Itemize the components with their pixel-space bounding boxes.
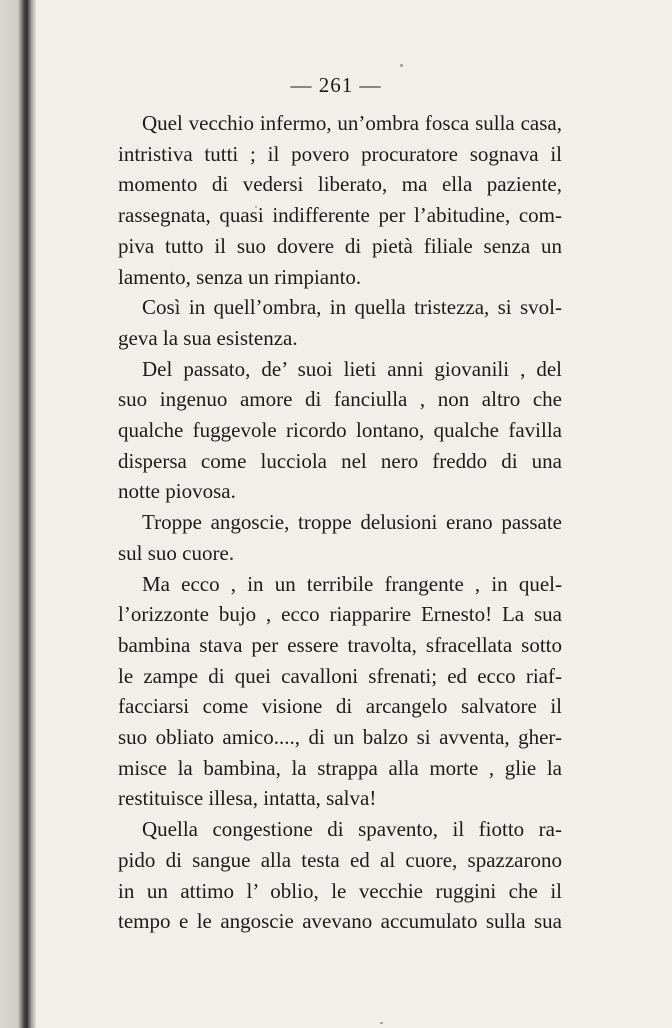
paragraph xyxy=(118,814,562,937)
paragraph xyxy=(118,507,562,568)
text-line: sul suo cuore. xyxy=(118,540,235,565)
text-line: geva la sua esistenza. xyxy=(118,325,298,350)
paragraph xyxy=(118,292,562,353)
text-line: l’orizzonte bujo , ecco riapparire Ernesto! La sua xyxy=(118,602,562,627)
text-line: suo ingenuo amore di fanciulla , non altro che xyxy=(118,387,562,412)
text-line: restituisce illesa, intatta, salva! xyxy=(118,786,377,811)
text-line: Quel vecchio infermo, un’ombra fosca sulla casa, xyxy=(142,111,562,135)
text-line: Troppe angoscie, troppe delusioni erano passate xyxy=(142,510,562,535)
book-spine-shadow xyxy=(0,0,36,1028)
paragraph xyxy=(118,108,562,292)
text-line: intristiva tutti ; il povero procuratore sognava il xyxy=(118,141,562,166)
text-line: dispersa come lucciola nel nero freddo di una xyxy=(118,448,562,473)
text-line: Quella congestione di spavento, il fiotto ra- xyxy=(142,817,562,842)
page-body xyxy=(118,108,562,937)
text-line: rassegnata, quasi indifferente per l’abitudine, com- xyxy=(118,203,562,228)
text-line: momento di vedersi liberato, ma ella paziente, xyxy=(118,172,562,197)
text-line: misce la bambina, la strappa alla morte , glie la xyxy=(118,755,562,780)
text-line: Del passato, de’ suoi lieti anni giovanili , del xyxy=(142,356,562,381)
page-number: — 261 — xyxy=(290,73,382,97)
text-line: facciarsi come visione di arcangelo salvatore il xyxy=(118,694,562,719)
text-line: lamento, senza un rimpianto. xyxy=(118,264,362,289)
text-line: Così in quell’ombra, in quella tristezza, si svol- xyxy=(142,295,562,320)
text-line: piva tutto il suo dovere di pietà filiale senza un xyxy=(118,233,562,258)
paper-speck xyxy=(380,1022,383,1024)
text-line: Ma ecco , in un terribile frangente , in quel- xyxy=(142,571,562,596)
text-line: suo obliato amico...., di un balzo si avventa, gher- xyxy=(118,725,562,750)
text-line: qualche fuggevole ricordo lontano, qualche favilla xyxy=(118,418,562,443)
paper-speck xyxy=(400,64,403,67)
text-line: in un attimo l’ oblio, le vecchie ruggini che il xyxy=(118,878,562,903)
text-line: notte piovosa. xyxy=(118,479,236,504)
text-line: tempo e le angoscie avevano accumulato sulla sua xyxy=(118,909,562,934)
text-line: pido di sangue alla testa ed al cuore, spazzarono xyxy=(118,847,562,872)
text-line: le zampe di quei cavalloni sfrenati; ed ecco riaf- xyxy=(118,663,562,688)
text-line: bambina stava per essere travolta, sfracellata sotto xyxy=(118,632,562,657)
paragraph xyxy=(118,569,562,815)
paragraph xyxy=(118,354,562,508)
